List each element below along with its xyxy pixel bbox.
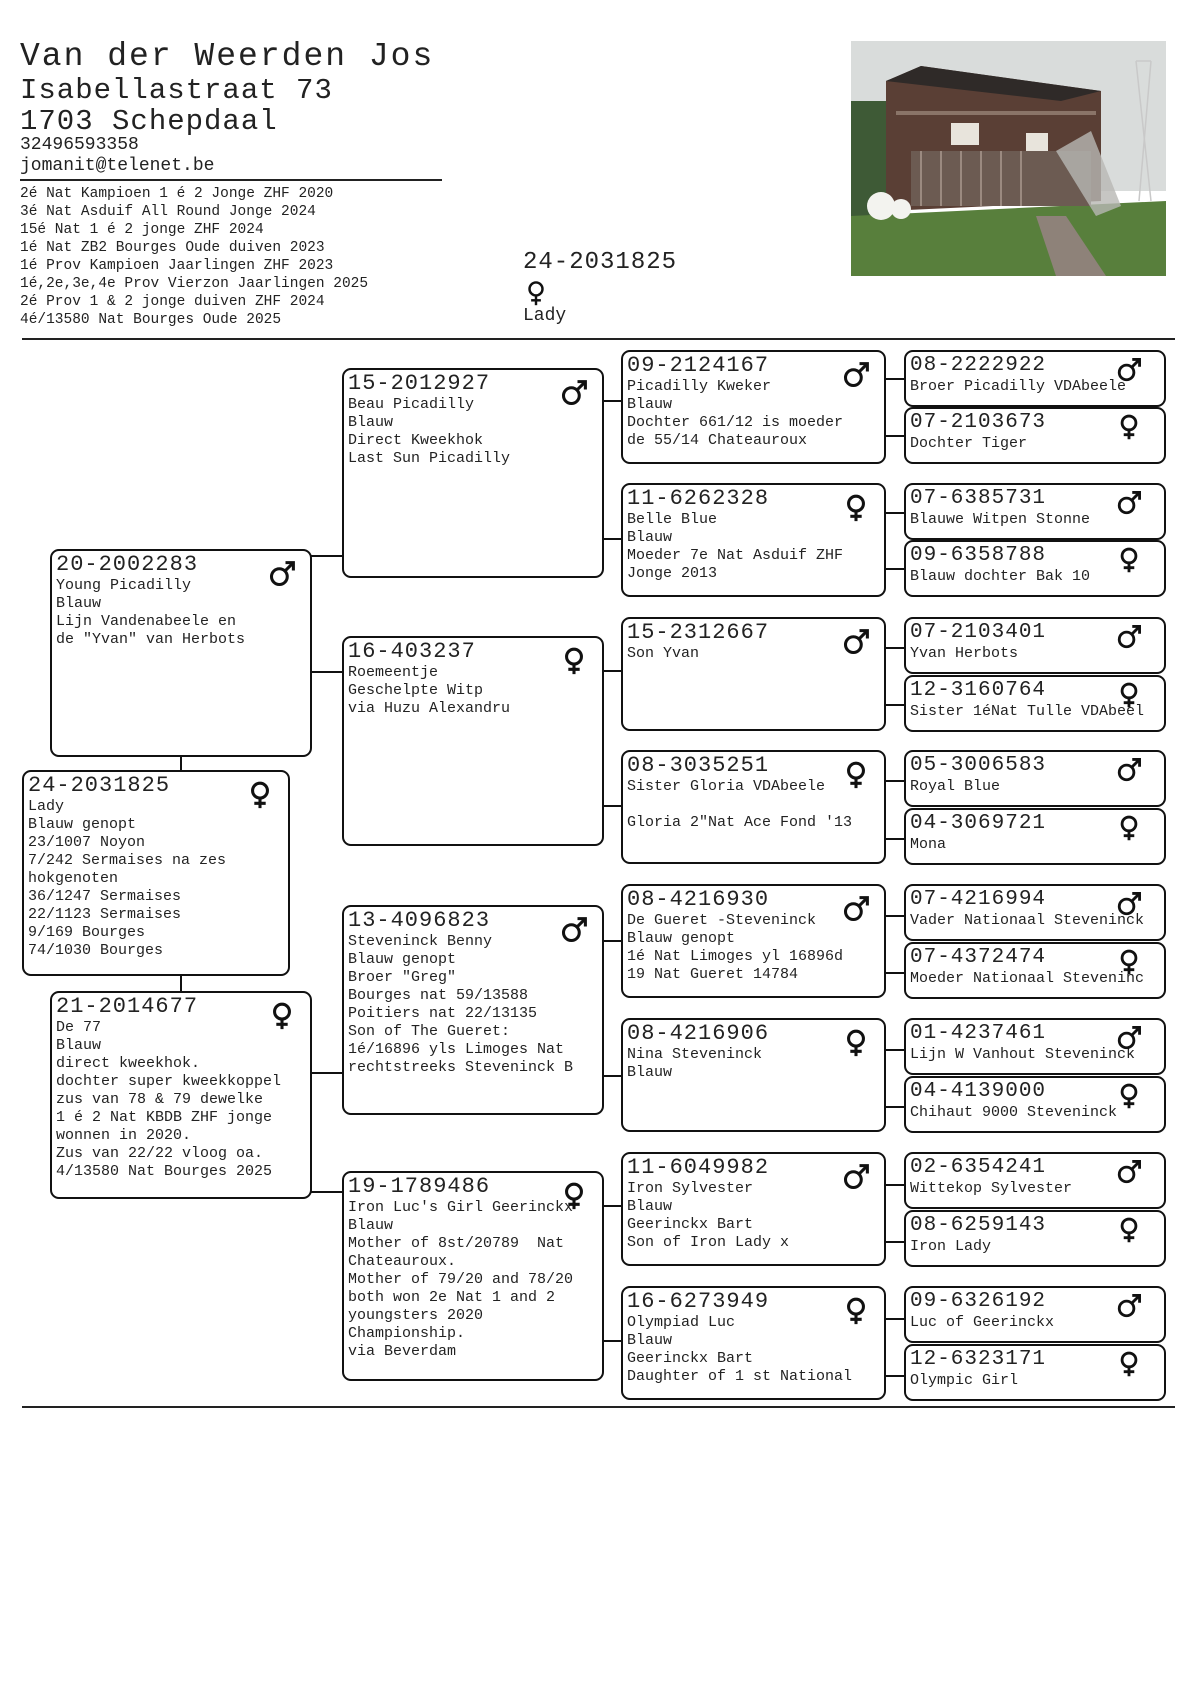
ring-number: 12-6323171 (910, 1348, 1047, 1371)
male-icon (1116, 1292, 1142, 1320)
pigeon-info-line: Son Yvan (627, 645, 700, 662)
pigeon-info-line: 1é Nat Limoges yl 16896d (627, 948, 844, 965)
pigeon-info-line: Sister Gloria VDAbeele (627, 778, 826, 795)
connector (884, 1375, 904, 1377)
female-icon (1116, 1216, 1142, 1244)
great-great-grandparent-card (904, 350, 1166, 407)
pigeon-info-line: Blauw genopt (28, 816, 137, 833)
connector (884, 1241, 904, 1243)
great-great-grandparent-card (904, 540, 1166, 597)
pigeon-info-line: Roemeentje (348, 664, 439, 681)
pigeon-info-line: Lijn Vandenabeele en (56, 613, 237, 630)
connector (884, 1106, 904, 1108)
pigeon-info-line: Son of Iron Lady x (627, 1234, 790, 1251)
great-great-grandparent-card (904, 1286, 1166, 1343)
pigeon-info-line: youngsters 2020 (348, 1307, 484, 1324)
ring-number: 08-4216906 (627, 1021, 770, 1046)
pigeon-info-line: Championship. (348, 1325, 466, 1342)
pigeon-info-line: Blauw (56, 595, 102, 612)
ring-number: 07-6385731 (910, 487, 1047, 510)
result-item: 4é/13580 Nat Bourges Oude 2025 (20, 312, 282, 328)
results-list (20, 185, 368, 329)
pigeon-info-line: 1é/16896 yls Limoges Nat (348, 1041, 565, 1058)
pigeon-info-line: Broer Picadilly VDAbeele (910, 378, 1127, 395)
pigeon-info-line: Belle Blue (627, 511, 718, 528)
connector (884, 378, 904, 380)
owner-email[interactable]: jomanit@telenet.be (20, 156, 215, 176)
pigeon-info-line: Moeder 7e Nat Asduif ZHF (627, 547, 844, 564)
pigeon-info-line: rechtstreeks Steveninck B (348, 1059, 574, 1076)
female-icon (1116, 681, 1142, 709)
ring-number: 19-1789486 (348, 1174, 491, 1199)
great-great-grandparent-card (904, 884, 1166, 941)
connector (601, 805, 621, 807)
pigeon-info-line: Yvan Herbots (910, 645, 1019, 662)
pigeon-info-line: Last Sun Picadilly (348, 450, 511, 467)
pigeon-info-line: Blauw genopt (348, 951, 457, 968)
male-icon (560, 915, 588, 945)
female-icon (268, 1001, 296, 1031)
ring-number: 11-6262328 (627, 486, 770, 511)
ring-number: 24-2031825 (28, 773, 171, 798)
result-item: 3é Nat Asduif All Round Jonge 2024 (20, 204, 316, 220)
pigeon-info-line: Blauw (348, 1217, 394, 1234)
ring-number: 07-4372474 (910, 946, 1047, 969)
male-icon (842, 360, 870, 390)
pigeon-info-line: Daughter of 1 st National (627, 1368, 853, 1385)
pigeon-info-line: 9/169 Bourges (28, 924, 146, 941)
pigeon-info-line: De Gueret -Steveninck (627, 912, 817, 929)
loft-photo (851, 41, 1166, 276)
result-item: 1é Nat ZB2 Bourges Oude duiven 2023 (20, 240, 325, 256)
great-grandparent-card (621, 750, 886, 864)
connector (310, 1191, 342, 1193)
pigeon-info-line: Direct Kweekhok (348, 432, 484, 449)
female-icon (842, 493, 870, 523)
pigeon-info-line: zus van 78 & 79 dewelke (56, 1091, 264, 1108)
pigeon-info-line: Broer "Greg" (348, 969, 457, 986)
connector (884, 1049, 904, 1051)
ring-number: 08-3035251 (627, 753, 770, 778)
pigeon-info-line: Mother of 79/20 and 78/20 (348, 1271, 574, 1288)
pigeon-info-line: dochter super kweekkoppel (56, 1073, 282, 1090)
result-item: 2é Nat Kampioen 1 é 2 Jonge ZHF 2020 (20, 186, 334, 202)
female-icon (1116, 814, 1142, 842)
ring-number: 11-6049982 (627, 1155, 770, 1180)
bottom-divider (22, 1406, 1175, 1408)
mother-card (50, 991, 312, 1199)
connector (601, 1340, 621, 1342)
pigeon-info-line: Dochter Tiger (910, 435, 1028, 452)
ring-number: 08-2222922 (910, 354, 1047, 377)
owner-phone: 32496593358 (20, 135, 139, 155)
great-great-grandparent-card (904, 750, 1166, 807)
male-icon (560, 378, 588, 408)
pigeon-info-line: Mona (910, 836, 947, 853)
father-card (50, 549, 312, 757)
pigeon-info-line: Chihaut 9000 Steveninck (910, 1104, 1118, 1121)
male-icon (1116, 890, 1142, 918)
pigeon-info-line: Olympiad Luc (627, 1314, 736, 1331)
subject-name: Lady (523, 306, 567, 326)
pigeon-info-line: hokgenoten (28, 870, 119, 887)
pigeon-info-line: Zus van 22/22 vloog oa. (56, 1145, 264, 1162)
pigeon-info-line: de "Yvan" van Herbots (56, 631, 246, 648)
female-icon (842, 760, 870, 790)
female-icon (246, 780, 274, 810)
ring-number: 08-4216930 (627, 887, 770, 912)
pigeon-info-line: Luc of Geerinckx (910, 1314, 1055, 1331)
female-icon (560, 1181, 588, 1211)
ring-number: 07-2103401 (910, 621, 1047, 644)
pigeon-info-line: Steveninck Benny (348, 933, 493, 950)
pigeon-info-line: 23/1007 Noyon (28, 834, 146, 851)
great-great-grandparent-card (904, 1344, 1166, 1401)
pigeon-info-line: via Huzu Alexandru (348, 700, 511, 717)
pigeon-info-line: De 77 (56, 1019, 102, 1036)
great-grandparent-card (621, 350, 886, 464)
connector (884, 568, 904, 570)
pigeon-info-line: Vader Nationaal Steveninck (910, 912, 1145, 929)
great-great-grandparent-card (904, 617, 1166, 674)
pigeon-info-line: Poitiers nat 22/13135 (348, 1005, 538, 1022)
pigeon-info-line: 36/1247 Sermaises (28, 888, 182, 905)
great-great-grandparent-card (904, 1018, 1166, 1075)
great-great-grandparent-card (904, 675, 1166, 732)
pigeon-info-line: Blauw genopt (627, 930, 736, 947)
top-divider (22, 338, 1175, 340)
male-icon (1116, 356, 1142, 384)
pigeon-info-line: Blauw (627, 529, 673, 546)
connector (601, 400, 621, 402)
female-icon (1116, 1082, 1142, 1110)
ring-number: 08-6259143 (910, 1214, 1047, 1237)
ring-number: 04-3069721 (910, 812, 1047, 835)
female-icon (560, 646, 588, 676)
great-great-grandparent-card (904, 1210, 1166, 1267)
pigeon-info-line: Blauw (348, 414, 394, 431)
pigeon-info-line: Geerinckx Bart (627, 1350, 754, 1367)
female-icon (842, 1296, 870, 1326)
connector (884, 512, 904, 514)
ring-number: 02-6354241 (910, 1156, 1047, 1179)
paternal-grandsire-card (342, 368, 604, 578)
female-icon (1116, 546, 1142, 574)
ring-number: 01-4237461 (910, 1022, 1047, 1045)
subject-card (22, 770, 290, 976)
connector (601, 538, 621, 540)
pigeon-info-line: 22/1123 Sermaises (28, 906, 182, 923)
pigeon-info-line: 4/13580 Nat Bourges 2025 (56, 1163, 273, 1180)
ring-number: 09-2124167 (627, 353, 770, 378)
ring-number: 09-6358788 (910, 544, 1047, 567)
pigeon-info-line: via Beverdam (348, 1343, 457, 1360)
pigeon-info-line: Olympic Girl (910, 1372, 1019, 1389)
great-grandparent-card (621, 483, 886, 597)
pigeon-info-line: Geerinckx Bart (627, 1216, 754, 1233)
ring-number: 05-3006583 (910, 754, 1047, 777)
maternal-granddam-card (342, 1171, 604, 1381)
pigeon-info-line: Geschelpte Witp (348, 682, 484, 699)
ring-number: 12-3160764 (910, 679, 1047, 702)
great-great-grandparent-card (904, 808, 1166, 865)
connector (310, 555, 342, 557)
pigeon-info-line: Nina Steveninck (627, 1046, 763, 1063)
male-icon (842, 1162, 870, 1192)
pigeon-info-line: Moeder Nationaal Steveninc (910, 970, 1145, 987)
pigeon-info-line: 1 é 2 Nat KBDB ZHF jonge (56, 1109, 273, 1126)
great-grandparent-card (621, 617, 886, 731)
ring-number: 09-6326192 (910, 1290, 1047, 1313)
connector (884, 704, 904, 706)
paternal-granddam-card (342, 636, 604, 846)
connector (310, 1072, 342, 1074)
pigeon-info-line: Mother of 8st/20789 Nat (348, 1235, 565, 1252)
maternal-grandsire-card (342, 905, 604, 1115)
male-icon (1116, 489, 1142, 517)
pigeon-info-line: Gloria 2"Nat Ace Fond '13 (627, 814, 853, 831)
subject-summary (523, 250, 677, 326)
owner-divider (20, 179, 442, 181)
ring-number: 15-2312667 (627, 620, 770, 645)
ring-number: 16-6273949 (627, 1289, 770, 1314)
connector (884, 647, 904, 649)
great-great-grandparent-card (904, 1076, 1166, 1133)
pigeon-info-line: 74/1030 Bourges (28, 942, 164, 959)
male-icon (1116, 1024, 1142, 1052)
connector (884, 838, 904, 840)
connector (180, 975, 182, 991)
female-icon (1116, 1350, 1142, 1378)
ring-number: 20-2002283 (56, 552, 199, 577)
pigeon-info-line: Beau Picadilly (348, 396, 475, 413)
ring-number: 04-4139000 (910, 1080, 1047, 1103)
pigeon-info-line: direct kweekhok. (56, 1055, 201, 1072)
female-icon (1116, 948, 1142, 976)
connector (884, 1318, 904, 1320)
pigeon-info-line: Royal Blue (910, 778, 1001, 795)
great-grandparent-card (621, 1286, 886, 1400)
pigeon-info-line: Young Picadilly (56, 577, 192, 594)
pigeon-info-line: Blauwe Witpen Stonne (910, 511, 1091, 528)
great-great-grandparent-card (904, 483, 1166, 540)
ring-number: 07-4216994 (910, 888, 1047, 911)
pigeon-info-line: Bourges nat 59/13588 (348, 987, 529, 1004)
subject-ring: 24-2031825 (523, 249, 678, 276)
result-item: 1é Prov Kampioen Jaarlingen ZHF 2023 (20, 258, 334, 274)
pigeon-info-line: Blauw (627, 396, 673, 413)
pigeon-info-line: Picadilly Kweker (627, 378, 772, 395)
connector (601, 1205, 621, 1207)
ring-number: 07-2103673 (910, 411, 1047, 434)
pigeon-info-line: Blauw dochter Bak 10 (910, 568, 1091, 585)
great-grandparent-card (621, 1018, 886, 1132)
connector (884, 1184, 904, 1186)
connector (601, 940, 621, 942)
pigeon-info-line: Iron Luc's Girl Geerinckx (348, 1199, 574, 1216)
ring-number: 13-4096823 (348, 908, 491, 933)
male-icon (842, 627, 870, 657)
pigeon-info-line: Blauw (627, 1332, 673, 1349)
female-icon (842, 1028, 870, 1058)
pigeon-info-line: Wittekop Sylvester (910, 1180, 1073, 1197)
female-icon (1116, 413, 1142, 441)
male-icon (1116, 1158, 1142, 1186)
great-great-grandparent-card (904, 407, 1166, 464)
connector (884, 780, 904, 782)
connector (884, 915, 904, 917)
pigeon-info-line: Sister 1éNat Tulle VDAbeel (910, 703, 1145, 720)
ring-number: 21-2014677 (56, 994, 199, 1019)
male-icon (1116, 623, 1142, 651)
pigeon-info-line: Blauw (627, 1064, 673, 1081)
owner-name: Van der Weerden Jos (20, 38, 435, 75)
pigeon-info-line: Iron Lady (910, 1238, 992, 1255)
pigeon-info-line: Chateauroux. (348, 1253, 457, 1270)
owner-street: Isabellastraat 73 (20, 74, 333, 107)
result-item: 15é Nat 1 é 2 jonge ZHF 2024 (20, 222, 264, 238)
connector (601, 1075, 621, 1077)
pigeon-info-line: wonnen in 2020. (56, 1127, 192, 1144)
pigeon-info-line: Son of The Gueret: (348, 1023, 511, 1040)
male-icon (842, 894, 870, 924)
owner-city: 1703 Schepdaal (20, 105, 278, 138)
pigeon-info-line: Dochter 661/12 is moeder (627, 414, 844, 431)
pigeon-info-line: Blauw (56, 1037, 102, 1054)
result-item: 1é,2e,3e,4e Prov Vierzon Jaarlingen 2025 (20, 276, 369, 292)
pigeon-info-line: Lady (28, 798, 65, 815)
pigeon-info-line (627, 796, 880, 814)
ring-number: 15-2012927 (348, 371, 491, 396)
connector (884, 972, 904, 974)
pigeon-info-line: de 55/14 Chateauroux (627, 432, 808, 449)
pigeon-info-line: Jonge 2013 (627, 565, 718, 582)
male-icon (1116, 756, 1142, 784)
female-icon (523, 280, 549, 306)
connector (601, 670, 621, 672)
male-icon (268, 559, 296, 589)
great-grandparent-card (621, 884, 886, 998)
pigeon-info-line: Lijn W Vanhout Steveninck (910, 1046, 1136, 1063)
pigeon-info-line: 7/242 Sermaises na zes (28, 852, 227, 869)
great-great-grandparent-card (904, 1152, 1166, 1209)
pigeon-info-line: both won 2e Nat 1 and 2 (348, 1289, 556, 1306)
result-item: 2é Prov 1 & 2 jonge duiven ZHF 2024 (20, 294, 325, 310)
pigeon-info-line: 19 Nat Gueret 14784 (627, 966, 799, 983)
connector (310, 671, 342, 673)
great-grandparent-card (621, 1152, 886, 1266)
pigeon-info-line: Blauw (627, 1198, 673, 1215)
connector (884, 435, 904, 437)
great-great-grandparent-card (904, 942, 1166, 999)
connector (180, 755, 182, 770)
pigeon-info-line: Iron Sylvester (627, 1180, 754, 1197)
ring-number: 16-403237 (348, 639, 476, 664)
